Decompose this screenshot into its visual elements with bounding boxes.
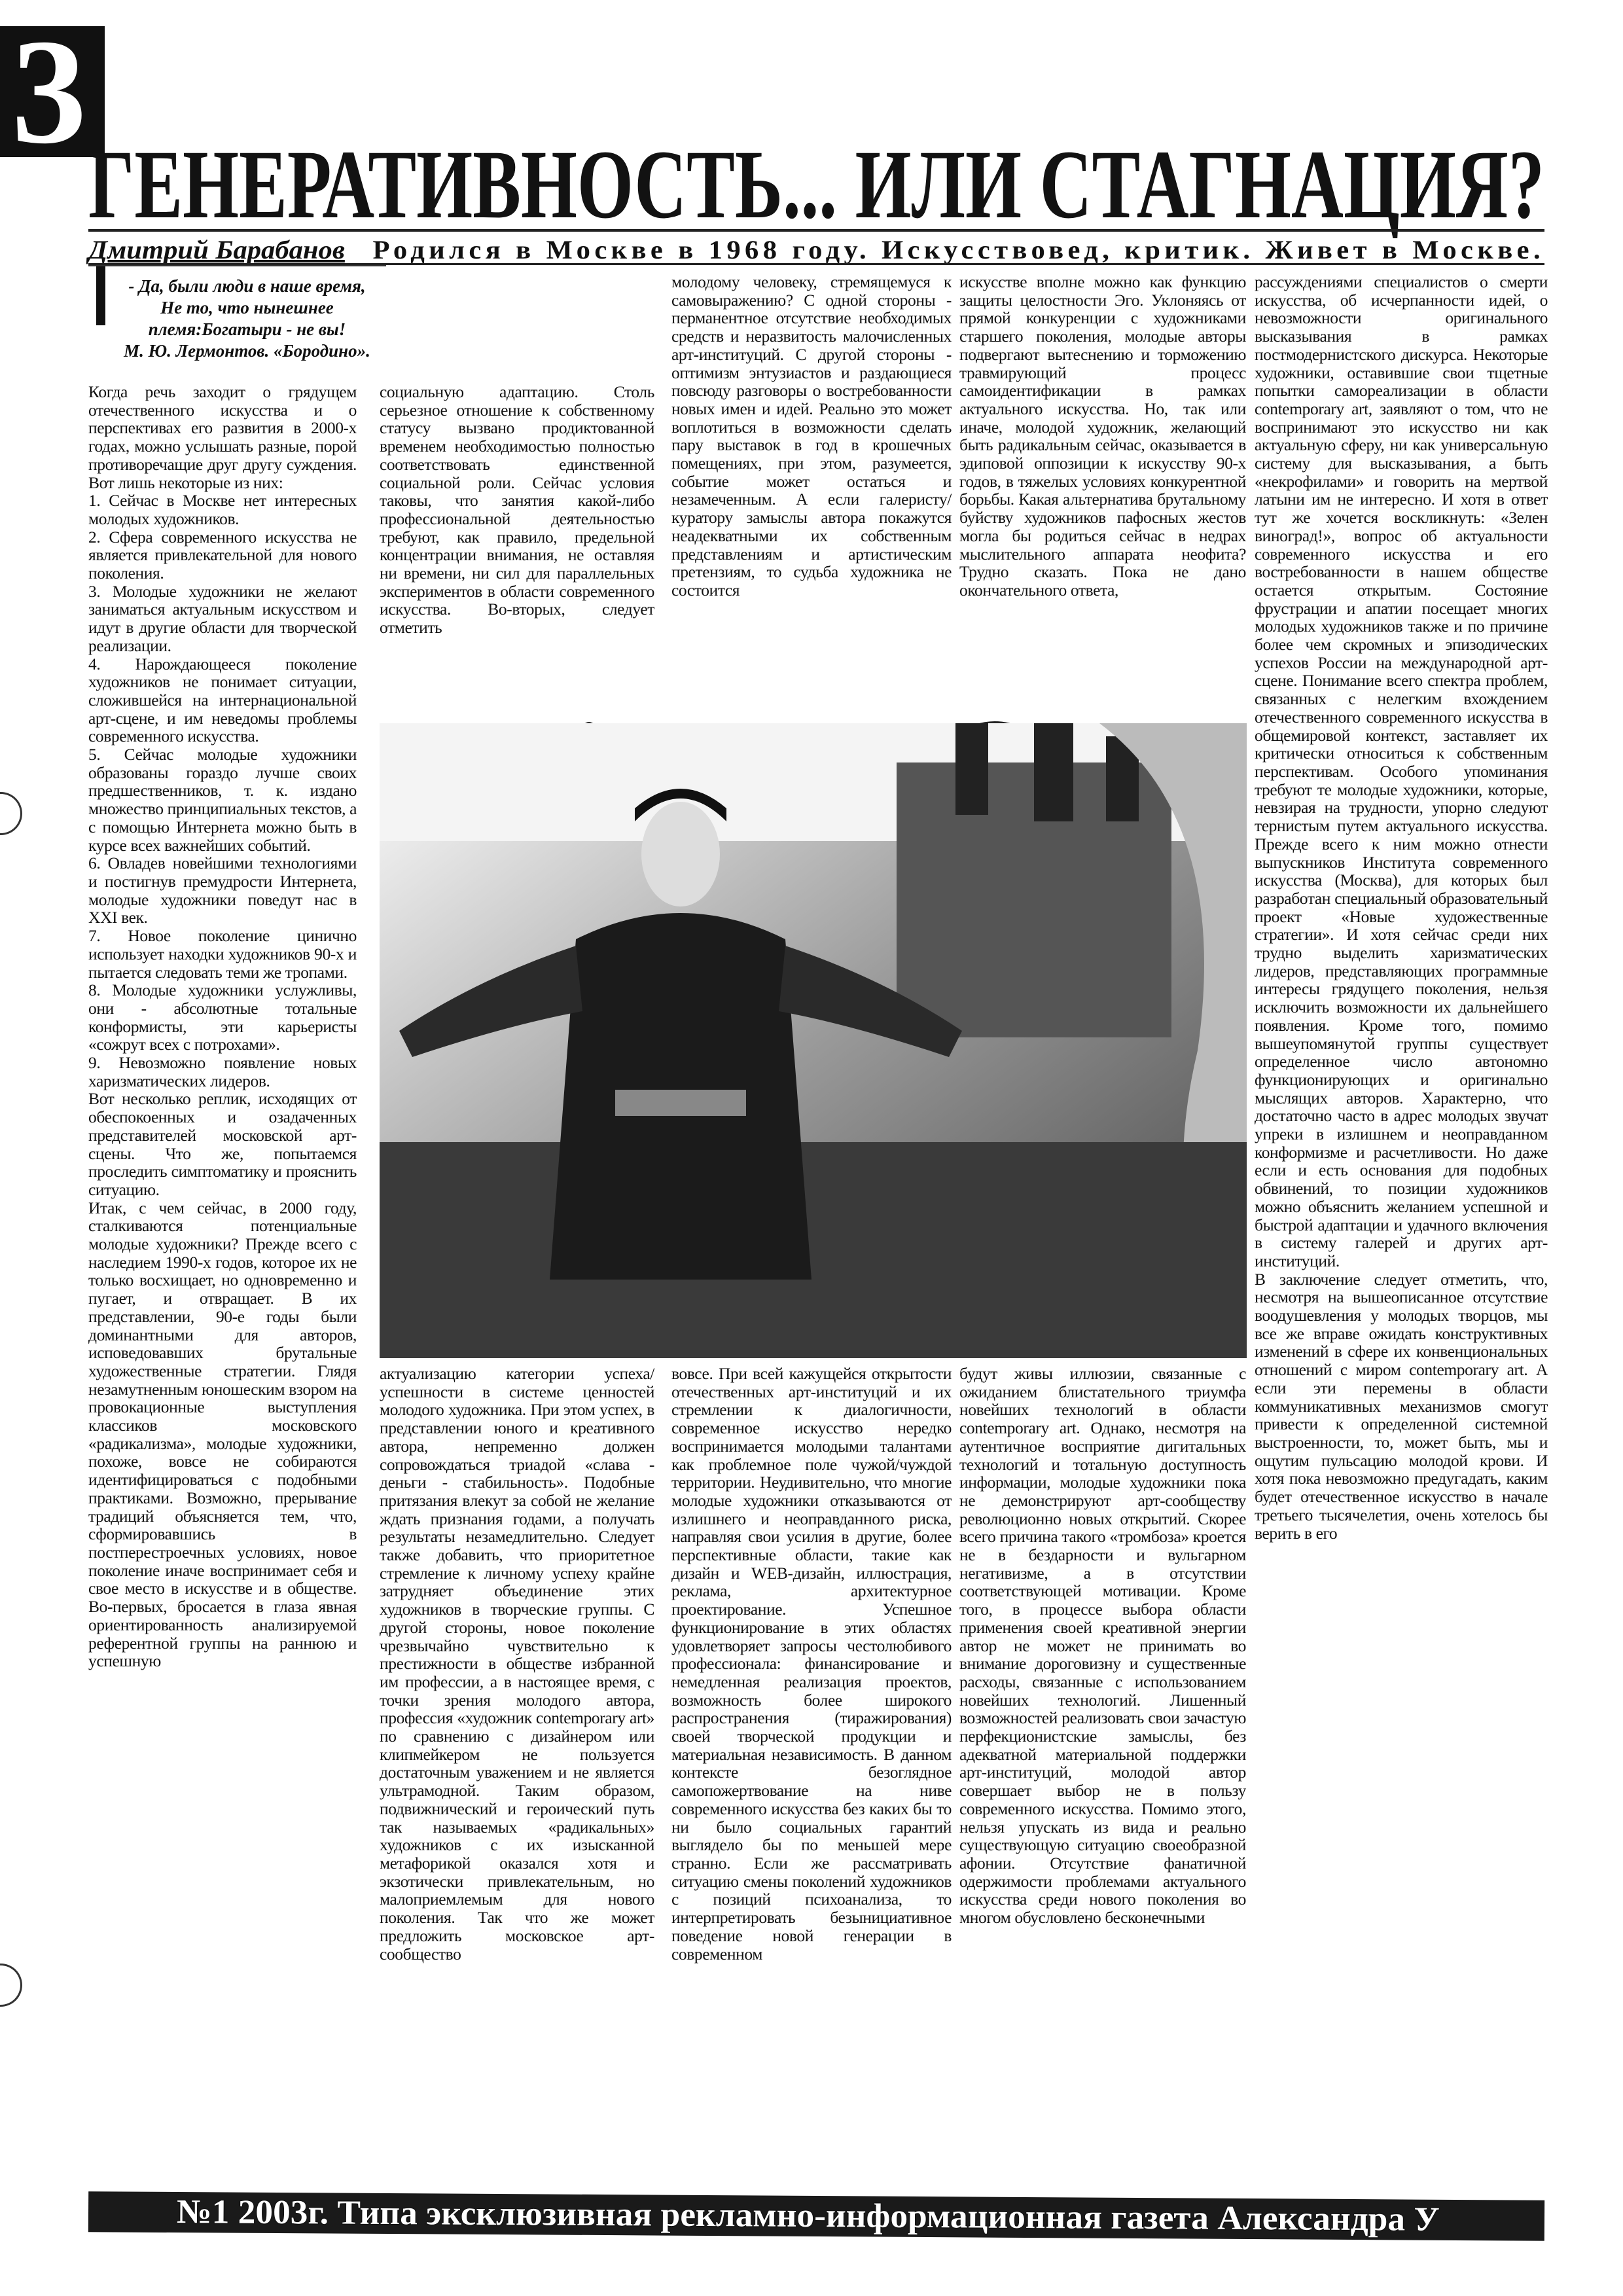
article-paragraph: вовсе. При всей кажущейся открытости отечественных арт-институций и их стремлении к диалогичности, современное искусство нередко воспринимается молодыми талантами как проблемное поле чужой/чуждой территории. Неудивительно, что многие молодые художники отказываются от излишнего и неоправданного риска, направляя свои усилия в другие, более перспективные области, такие как дизайн и WEB-дизайн, иллюстрация, реклама, архитектурное проектирование. Успешное функционирование в этих областях удовлетворяет запросы честолюбивого профессионала: финансирование и немедленная реализация проектов, возможность более широкого распространения (тиражирования) своей творческой продукции и материальная независимость. В данном контексте безоглядное самопожертвование на ниве современного искусства без каких бы то ни было социальных гарантий выглядело бы по меньшей мере странно. Если же рассматривать ситуацию смены поколений художников с позиций психоанализа, то интерпретировать безынициативное поведение новой генерации в современном <box>671 1365 952 1964</box>
footer-text: №1 2003г. Типа эксклюзивная рекламно-информационная газета Александра У <box>176 2193 1440 2238</box>
column-3-bottom <box>671 1365 952 2186</box>
epigraph-line: - Да, были люди в наше время, <box>128 276 366 296</box>
article-paragraph: 2. Сфера современного искусства не является привлекательной для нового поколения. <box>88 527 357 583</box>
article-paragraph: Когда речь заходит о грядущем отечественного искусства и о перспективах его развития в 2000-х годах, можно услышать разные, порой противоречащие друг другу суждения. Вот лишь некоторые из них: <box>88 383 357 492</box>
article-title-wrapper <box>88 130 1544 239</box>
epigraph-box <box>88 265 386 361</box>
article-paragraph: будут живы иллюзии, связанные с ожиданием блистательного триумфа новейших технологий в области contemporary art. Однако, несмотря на аутентичное восприятие дигитальных технологий и тотальную доступность информации, молодые художники пока не демонстрируют арт-сообществу революционно новых открытий. Скорее всего причина такого «тромбоза» кроется не в бездарности и вульгарном негативизме, а в отсутствии соответствующей мотивации. Кроме того, в процессе выбора области применения своей креативной энергии автор не может не принимать во внимание дороговизну и существенные расходы, связанные с использованием новейших технологий. Лишенный возможностей реализовать свои зачастую перфекционистские замыслы, без адекватной материальной поддержки арт-институций, молодой автор совершает выбор не в пользу современного искусства. Помимо этого, нельзя упускать из вида и реально существующую ситуацию своеобразной афонии. Отсутствие фанатичной одержимости проблемами актуального искусства среди нового поколения во многом обусловлено бесконечными <box>959 1365 1246 1928</box>
article-paragraph: молодому человеку, стремящемуся к самовыражению? С одной стороны - перманентное отсутствие необходимых средств и неразвитость малочисленных арт-институций. С другой стороны - оптимизм энтузиастов и раздающиеся повсюду разговоры о востребованности новых имен и идей. Реально это может воплотиться в возможности сделать пару выставок в год в крошечных помещениях, при этом, разумеется, событие может остаться и незамеченным. А если галеристу/куратору замыслы автора покажутся неадекватными их собственным представлениям и артистическим претензиям, то судьба художника не состоится <box>671 273 952 600</box>
byline <box>88 236 1544 264</box>
article-paragraph: 9. Невозможно появление новых харизматических лидеров. <box>88 1053 357 1090</box>
article-paragraph: искусстве вполне можно как функцию защиты целостности Эго. Уклоняясь от прямой конкуренции с художниками старшего поколения, молодые авторы подвергают вытеснению и торможению травмирующий процесс самоидентификации в рамках актуального искусства. Но, так или иначе, молодой художник, желающий быть радикальным сейчас, оказывается в эдиповой оппозиции к искусству 90-х годов, в тяжелых условиях конкурентной борьбы. Какая альтернатива брутальному буйству художников пафосных жестов могла бы родиться сейчас в недрах мыслительного аппарата неофита? Трудно сказать. Пока не дано окончательного ответа, <box>959 273 1246 600</box>
article-paragraph: социальную адаптацию. Столь серьезное отношение к собственному статусу вызвано продиктованной временем необходимостью полностью соответствовать единственной социальной роли. Сейчас условия таковы, что занятия какой-либо профессиональной деятельностью требуют, как правило, предельной концентрации внимания, не оставляя ни времени, ни сил для параллельных экспериментов в области современного искусства. Во-вторых, следует отметить <box>380 383 654 637</box>
column-5 <box>1255 273 1548 2186</box>
article-photo <box>380 723 1247 1358</box>
article-paragraph: рассуждениями специалистов о смерти искусства, об исчерпанности идей, о невозможности оригинального высказывания в рамках постмодернистского дискурса. Некоторые художники, оставившие свои тщетные попытки самореализации в области contemporary art, заявляют о том, что не воспринимают это искусство ни как актуальную сферу, ни как универсальную систему для высказывания, а быть «некрофилами» и говорить на мертвой латыни им не интересно. И хотя в ответ тут же хочется воскликнуть: «Зелен виноград!», вопрос об актуальности современного искусства и его востребованности в нашем обществе остается открытым. Состояние фрустрации и апатии посещает многих молодых художников также и по причине более чем скромных и эпизодических успехов России на международной арт-сцене. Понимание всего спектра проблем, связанных с нелегким вхождением отечественного современного искусства в общемировой контекст, заставляет их критически относиться к собственным перспективам. Особого упоминания требуют те молодые художники, которые, невзирая на трудности, упорно следуют тернистым путем актуального искусства. Прежде всего к ним можно отнести выпускников Института современного искусства (Москва), для которых был разработан специальный образовательный проект «Новые художественные стратегии». И хотя сейчас среди них трудно выделить харизматических лидеров, представляющих программные интересы грядущего поколения, нельзя исключить возможности их дальнейшего появления. Кроме того, помимо вышеупомянутой группы существует определенное число автономно функционирующих и оригинально мыслящих авторов. Характерно, что достаточно часто в адрес молодых звучат упреки в излишнем и неоправданном конформизме и расчетливости. Но даже если и есть основания для подобных обвинений, то позиции художников можно объяснить желанием успешной и быстрой адаптации и удачного включения в систему галерей и других арт-институций. <box>1255 273 1548 1270</box>
column-1 <box>88 383 357 2186</box>
byline-inner <box>88 236 1544 264</box>
photo-singer-in-folk-costume <box>380 723 1247 1358</box>
article-paragraph: 1. Сейчас в Москве нет интересных молодых художников. <box>88 491 357 528</box>
article-paragraph: актуализацию категории успеха/успешности в системе ценностей молодого художника. При этом успех, в представлении юного и креативного автора, непременно должен сопровождаться триадой «слава - деньги - стабильность». Подобные притязания влекут за собой не желание ждать признания годами, а получать результаты незамедлительно. Следует также добавить, что приоритетное стремление к личному успеху крайне затрудняет объединение этих художников в творческие группы. С другой стороны, новое поколение чрезвычайно чувствительно к престижности в обществе избранной им профессии, а в настоящее время, с точки зрения молодого автора, профессия «художник contemporary art» по сравнению с дизайнером или клипмейкером не пользуется достаточным уважением и не является ультрамодной. Таким образом, подвижнический и героический путь так называемых «радикальных» художников с их изысканной метафорикой оказался хотя и экзотически привлекательным, но малоприемлемым для нового поколения. Так что же может предложить московское арт-сообщество <box>380 1365 654 1964</box>
divider <box>88 229 1544 232</box>
article-paragraph: 8. Молодые художники услужливы, они - абсолютные тотальные конформисты, эти карьеристы «сожрут всех с потрохами». <box>88 980 357 1054</box>
footer-banner <box>88 2191 1544 2241</box>
author-bio: Родился в Москве в 1968 году. Искусствовед, критик. Живет в Москве. <box>372 235 1544 264</box>
article-paragraph: Вот несколько реплик, исходящих от обеспокоенных и озадаченных представителей московской арт-сцены. Что же, попытаемся проследить симптоматику и прояснить ситуацию. <box>88 1089 357 1199</box>
article-paragraph: В заключение следует отметить, что, несмотря на вышеописанное отсутствие воодушевления у молодых творцов, мы все же вправе ожидать конструктивных изменений в сфере их конвенциональных отношений с миром contemporary art. А если эти перемены в области коммуникативных механизмов смогут привести к определенной системной выстроенности, то, может быть, мы и ощутим пульсацию молодой крови. И хотя пока невозможно предугадать, каким будет отечественное искусство в начале третьего тысячелетия, очень хотелось бы верить в его <box>1255 1269 1548 1543</box>
punch-hole <box>0 792 22 835</box>
article-paragraph: 6. Овладев новейшими технологиями и постигнув премудрости Интернета, молодые художники поведут нас в XXI век. <box>88 853 357 927</box>
epigraph-line: Не то, что нынешнее племя:Богатыри - не вы! <box>148 298 346 339</box>
epigraph-source: М. Ю. Лермонтов. «Бородино». <box>124 341 370 361</box>
article-title: ГЕНЕРАТИВНОСТЬ... ИЛИ СТАГНАЦИЯ? <box>88 130 1544 239</box>
author-name: Дмитрий Барабанов <box>88 235 345 264</box>
article-paragraph: 7. Новое поколение цинично использует находки художников 90-х и пытается следовать теми же тропами. <box>88 926 357 982</box>
section-number-logo: 3 <box>0 26 105 157</box>
column-2-top <box>380 383 654 713</box>
epigraph-bar <box>96 266 105 325</box>
article-paragraph: 3. Молодые художники не желают заниматься актуальным искусством и идут в другие области для творческой реализации. <box>88 581 357 655</box>
article-paragraph: 5. Сейчас молодые художники образованы гораздо лучше своих предшественников, т. к. издано множество принципиальных текстов, а с помощью Интернета можно быть в курсе всех важнейших событий. <box>88 745 357 855</box>
article-paragraph: 4. Нарождающееся поколение художников не понимает ситуации, сложившейся на интернациональной арт-сцене, и им неведомы проблемы современного искусства. <box>88 654 357 746</box>
article-paragraph: Итак, с чем сейчас, в 2000 году, сталкиваются потенциальные молодые художники? Прежде всего с наследием 1990-х годов, которое их не только восхищает, но одновременно и пугает, и отвращает. В их представлении, 90-е годы были доминантными для авторов, исповедовавших брутальные художественные стратегии. Глядя незамутненным юношеским взором на провокационные выступления классиков московского «радикализма», молодые художники, похоже, вовсе не собираются идентифицироваться с подобными практиками. Возможно, прерывание традиций объясняется тем, что, сформировавшись в постперестроечных условиях, новое поколение иначе воспринимает себя и свое место в искусстве и в обществе. Во-первых, бросается в глаза явная ориентированность анализируемой референтной группы на раннюю и успешную <box>88 1198 357 1671</box>
punch-hole <box>0 1964 22 2007</box>
column-2-bottom <box>380 1365 654 2186</box>
column-4-top <box>959 273 1246 725</box>
column-3-top <box>671 273 952 725</box>
column-4-bottom <box>959 1365 1246 2186</box>
